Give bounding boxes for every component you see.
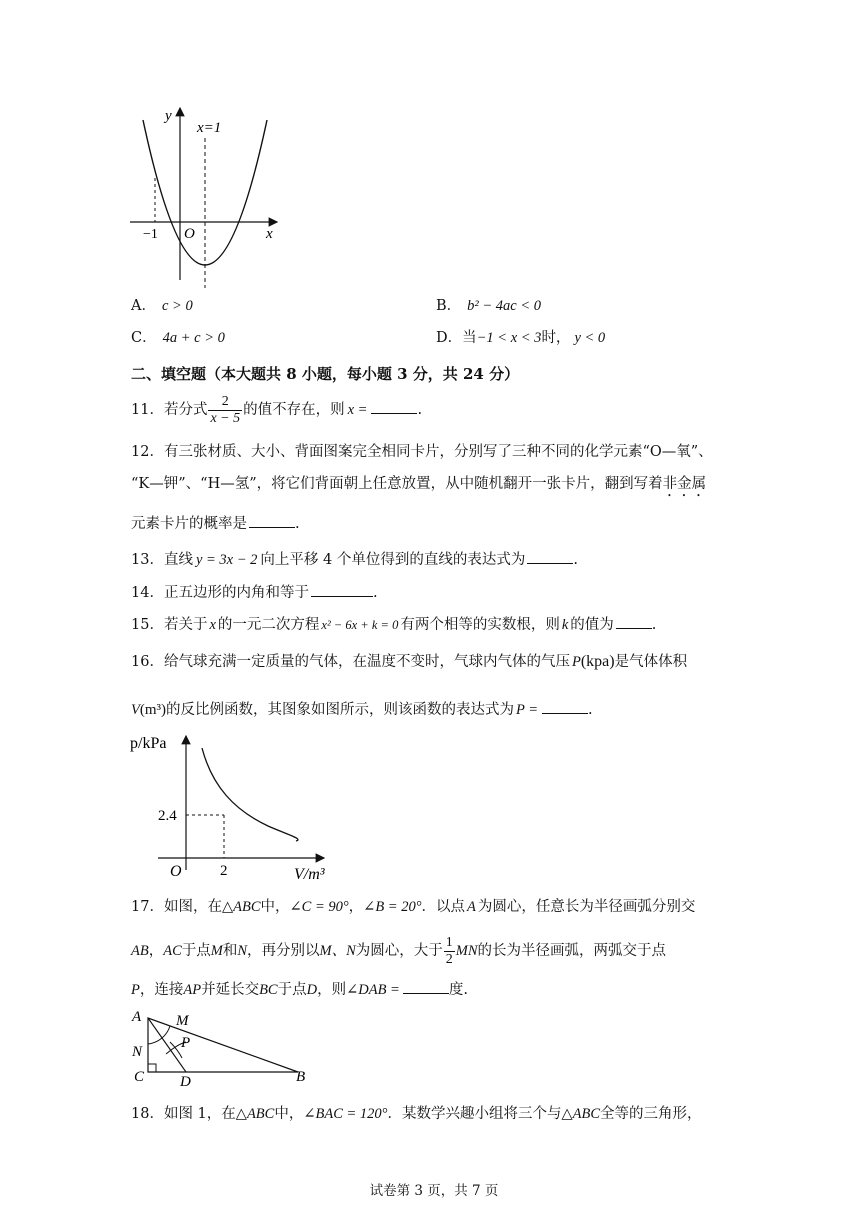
question-17-line1: 17．如图，在△ABC中，∠C = 90°，∠B = 20°．以点 A 为圆心，任意长为半径画弧分别交 [131,899,696,915]
origin-label: O [184,226,195,242]
answer-blank [616,613,652,629]
label-a: A [132,1009,142,1025]
y-axis-label: y [165,108,172,124]
section-title: 二、填空题（本大题共 8 小题，每小题 3 分，共 24 分） [131,365,520,383]
question-16-line2: V(m³)的反比例函数，其图象如图所示，则该函数的表达式为 P = . [131,698,593,720]
symmetry-label: x=1 [197,120,222,136]
right-angle-mark [148,1064,156,1072]
answer-blank [527,548,573,564]
v-axis-label: V/m³ [294,866,325,883]
hyperbola-curve [202,748,298,841]
x-axis-label: x [266,226,273,242]
option-d: D．当−1 < x < 3时， y < 0 [436,330,606,346]
question-12-line3: 元素卡片的概率是 . [131,512,300,534]
p-axis-label: p/kPa [130,735,167,752]
label-c: C [134,1069,145,1085]
label-m: M [176,1013,189,1029]
parabola-figure [125,100,285,290]
label-n: N [132,1044,143,1060]
origin-label: O [170,863,182,880]
answer-blank [542,698,588,714]
question-15: 15．若关于 x 的一元二次方程 x² − 6x + k = 0 有两个相等的实数根，则 k 的值为 . [131,613,656,635]
half-fraction: $\frac{1}{2}$ [445,934,453,967]
neg-one-label: −1 [143,227,158,242]
page-footer: 试卷第 3 页，共 7 页 [369,1183,499,1199]
label-p: P [181,1035,191,1051]
label-d: D [180,1074,191,1088]
arc-mn [148,1026,170,1044]
x-tick-label: 2 [220,863,228,879]
question-16-line1: 16．给气球充满一定质量的气体，在温度不变时，气球内气体的气压 P(kpa)是气体体积 [131,653,688,670]
question-18-line1: 18．如图 1，在△ABC中，∠BAC = 120°．某数学兴趣小组将三个与△ABC全等的三角形， [131,1106,702,1122]
triangle-abc [148,1018,298,1072]
question-17-line2: AB，AC于点M和N，再分别以M、N为圆心，大于 $\frac{1}{2}$ MN的长为半径画弧，两弧交于点 [131,934,667,967]
y-tick-label: 2.4 [158,808,177,824]
answer-blank [311,581,373,597]
pressure-figure [128,728,338,886]
question-14: 14．正五边形的内角和等于 . [131,581,378,603]
answer-blank [403,978,449,994]
question-11: 11．若分式 $\frac{2}{x - 5}$ 的值不存在，则 x = . [131,393,423,426]
option-c: C． 4a + c > 0 [131,330,225,346]
option-b: B． b² − 4ac < 0 [436,298,542,314]
question-12-line1: 12．有三张材质、大小、背面图案完全相同卡片，分别写了三种不同的化学元素“O—氧”、 [131,444,713,460]
answer-blank [249,512,295,528]
question-17-line3: P，连接AP并延长交BC于点D，则∠DAB = 度. [131,978,468,1000]
question-13: 13．直线 y = 3x − 2 向上平移 4 个单位得到的直线的表达式为 . [131,548,578,570]
q11-fraction: $\frac{2}{x - 5}$ [210,393,241,426]
label-b: B [296,1069,306,1085]
answer-blank [371,398,417,414]
triangle-figure [126,1004,316,1088]
question-12-line2: “K—钾”、“H—氢”，将它们背面朝上任意放置，从中随机翻开一张卡片，翻到写着非金属 [131,476,707,492]
option-a: A． c > 0 [131,298,193,314]
